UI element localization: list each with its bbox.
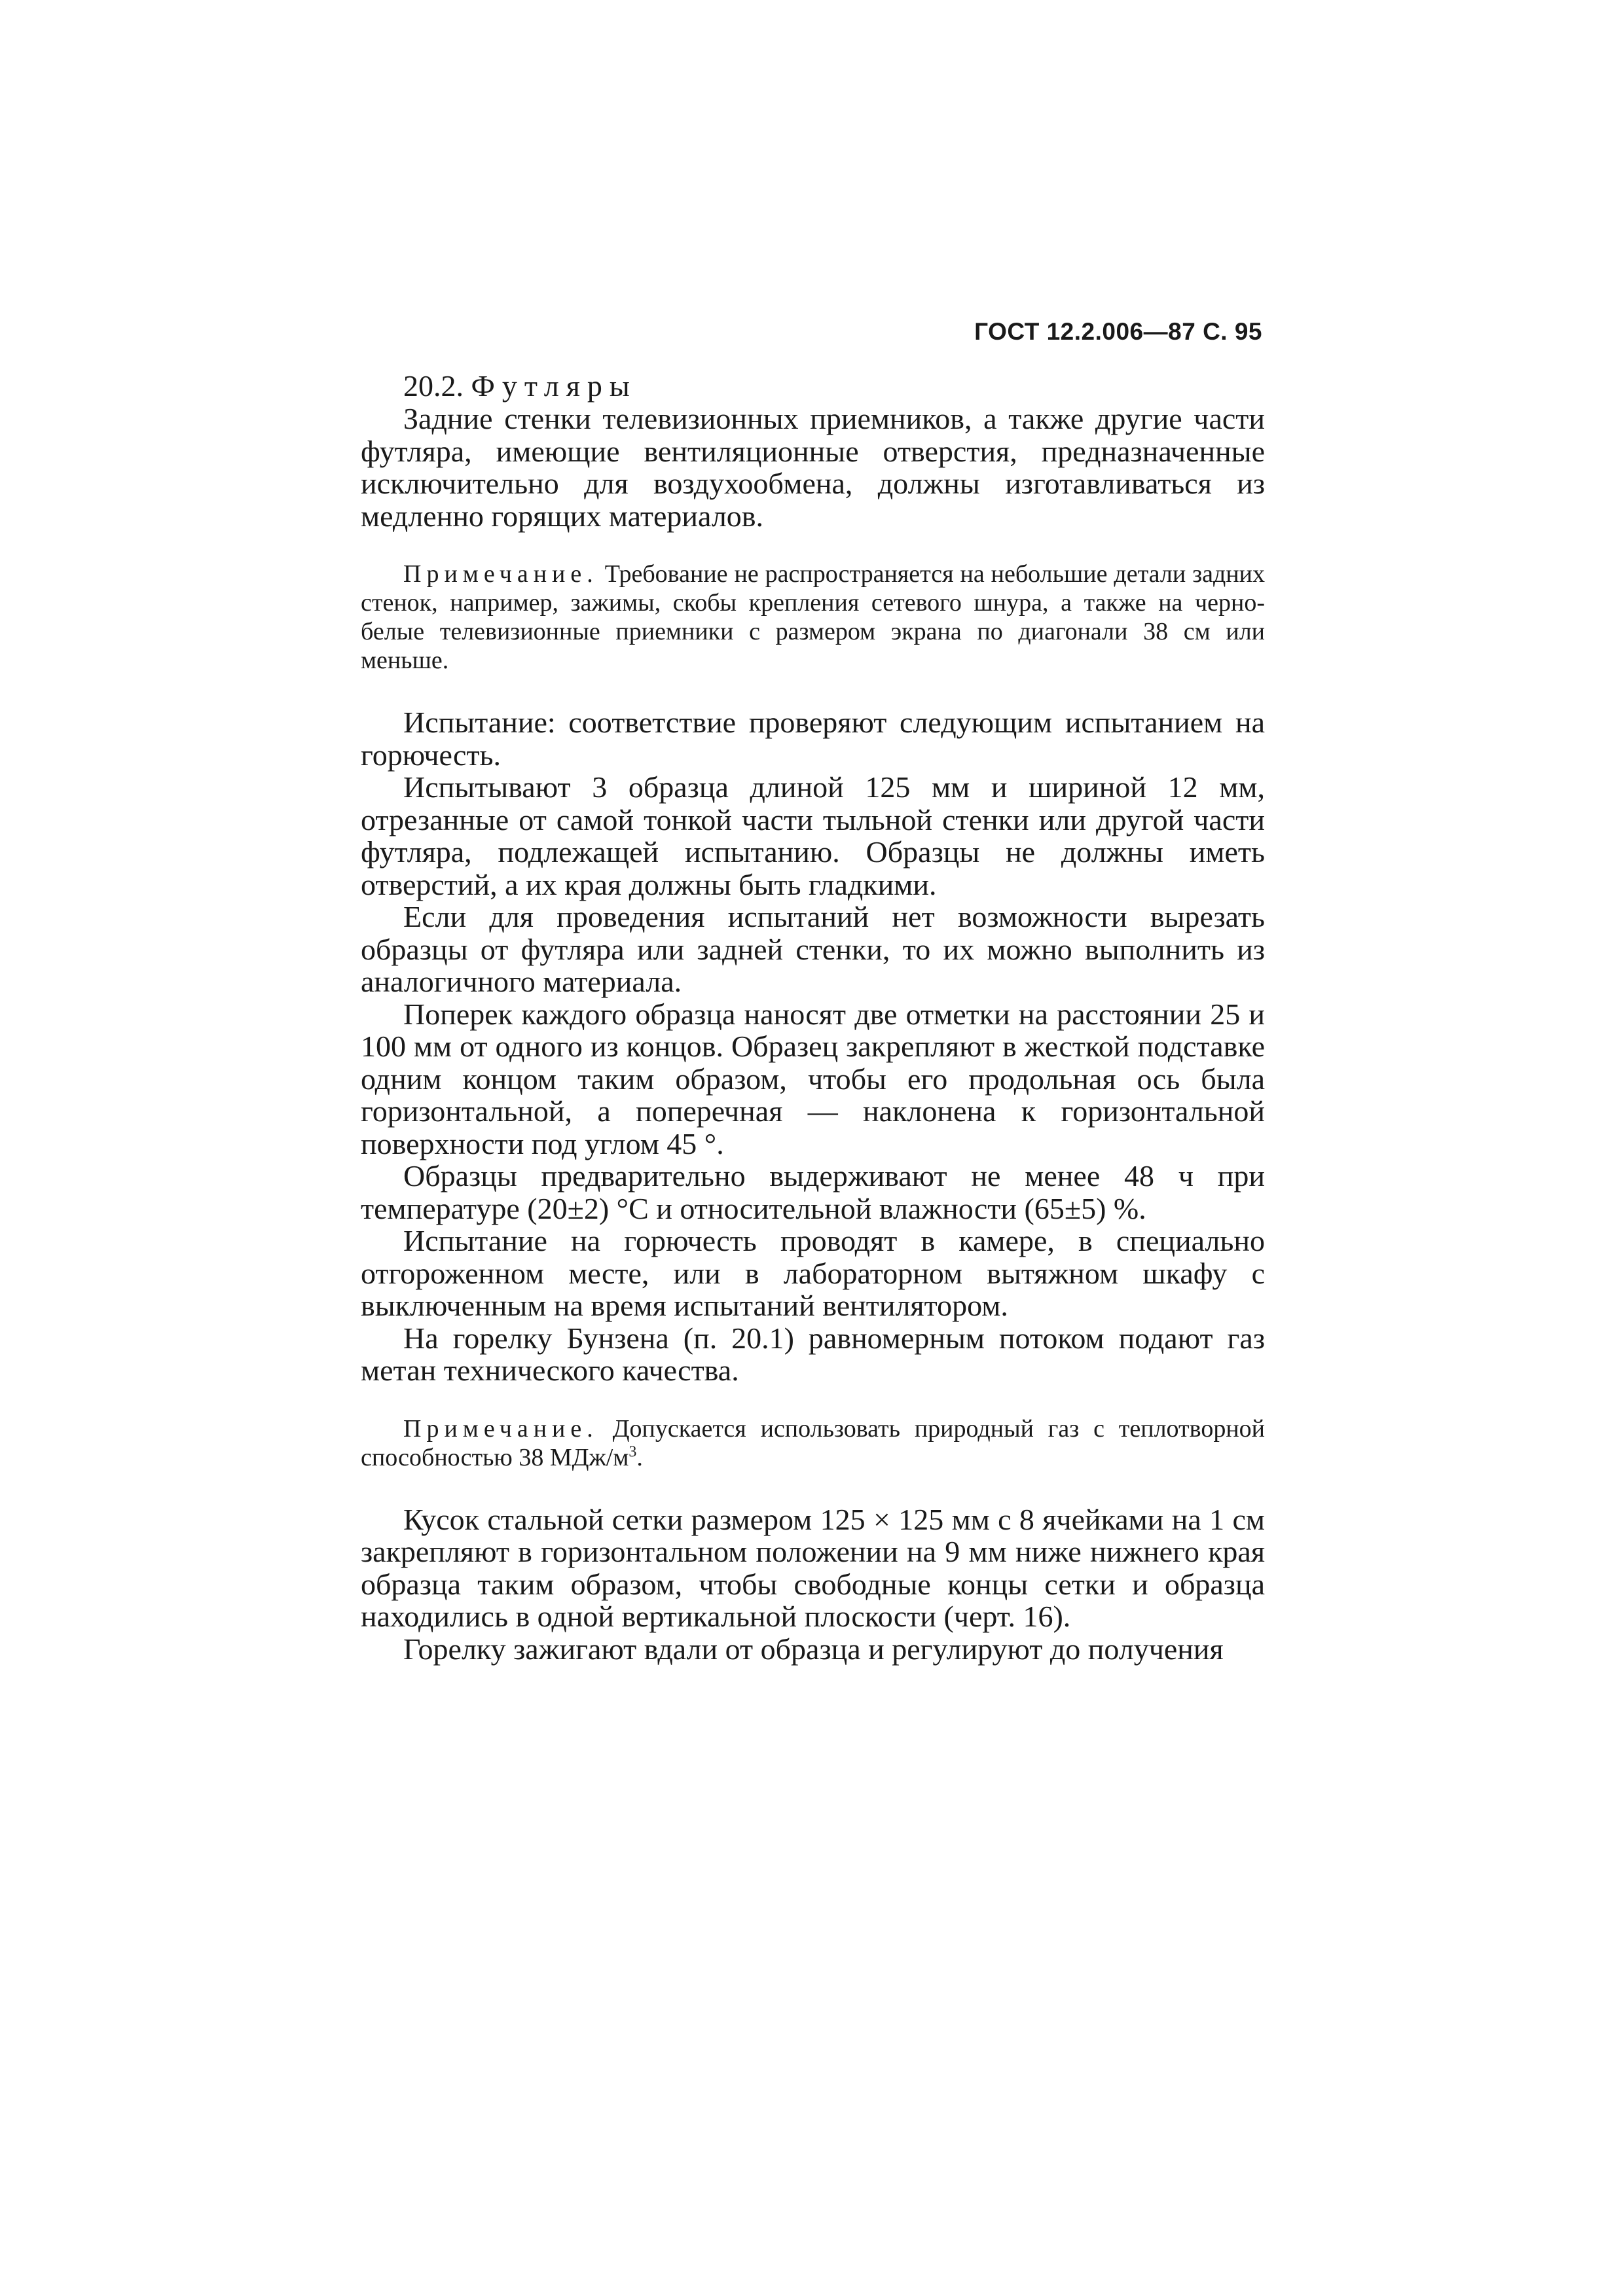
note-exception: [361, 560, 1265, 675]
paragraph-burner-gas: На горелку Бунзена (п. 20.1) равномерным потоком подают газ метан технического качества.: [361, 1321, 1265, 1387]
paragraph-burner-ignition: Горелку зажигают вдали от образца и регулируют до получения: [403, 1632, 1224, 1666]
section-heading: [403, 370, 1265, 403]
paragraph-test-intro: Испытание: соответствие проверяют следующим испытанием на горючесть.: [361, 706, 1265, 772]
paragraph-rear-walls: Задние стенки телевизионных приемников, а также другие части футляра, имеющие вентиляционные отверстия, предназначенные исключительно для воздухообмена, должны изготавливаться из медленно горящих материалов.: [361, 402, 1265, 533]
paragraph-alternative-material: Если для проведения испытаний нет возможности вырезать образцы от футляра или задней стенки, то их можно выполнить из аналогичного материала.: [361, 900, 1265, 998]
document-body: [361, 370, 1265, 1665]
section-number: 20.2.: [403, 369, 464, 403]
note-end: .: [636, 1443, 643, 1471]
paragraph-samples: Испытывают 3 образца длиной 125 мм и шириной 12 мм, отрезанные от самой тонкой части тыльной стенки или другой части футляра, подлежащей испытанию. Образцы не должны иметь отверстий, а их края должны быть гладкими.: [361, 770, 1265, 901]
paragraph-steel-mesh: Кусок стальной сетки размером 125 × 125 мм с 8 ячейками на 1 см закрепляют в горизонтальном положении на 9 мм ниже нижнего края образца таким образом, чтобы свободные концы сетки и образца находились в одной вертикальной плоскости (черт. 16).: [361, 1502, 1265, 1633]
note-label: Примечание.: [403, 1414, 598, 1443]
note-label: Примечание.: [403, 560, 598, 588]
note-text: Допускается использовать природный газ с теплотворной способностью 38 МДж/м: [361, 1414, 1265, 1471]
section-title: Футляры: [471, 369, 637, 403]
page-running-title: ГОСТ 12.2.006—87 С. 95: [974, 318, 1262, 345]
paragraph-marks: Поперек каждого образца наносят две отметки на расстоянии 25 и 100 мм от одного из концов. Образец закрепляют в жесткой подставке одним концом таким образом, чтобы его продольная ось была горизонтальной, а поперечная — наклонена к горизонтальной поверхности под углом 45 °.: [361, 997, 1265, 1160]
note-natural-gas: [361, 1414, 1265, 1472]
paragraph-conditioning: Образцы предварительно выдерживают не менее 48 ч при температуре (20±2) °С и относительной влажности (65±5) %.: [361, 1159, 1265, 1225]
paragraph-test-chamber: Испытание на горючесть проводят в камере, в специально отгороженном месте, или в лабораторном вытяжном шкафу с выключенным на время испытаний вентилятором.: [361, 1224, 1265, 1322]
superscript: 3: [629, 1443, 637, 1460]
note-text: Требование не распространяется на небольшие детали задних стенок, например, зажимы, скобы крепления сетевого шнура, а также на черно-белые телевизионные приемники с размером экрана по диагонали 38 см или меньше.: [361, 560, 1265, 674]
